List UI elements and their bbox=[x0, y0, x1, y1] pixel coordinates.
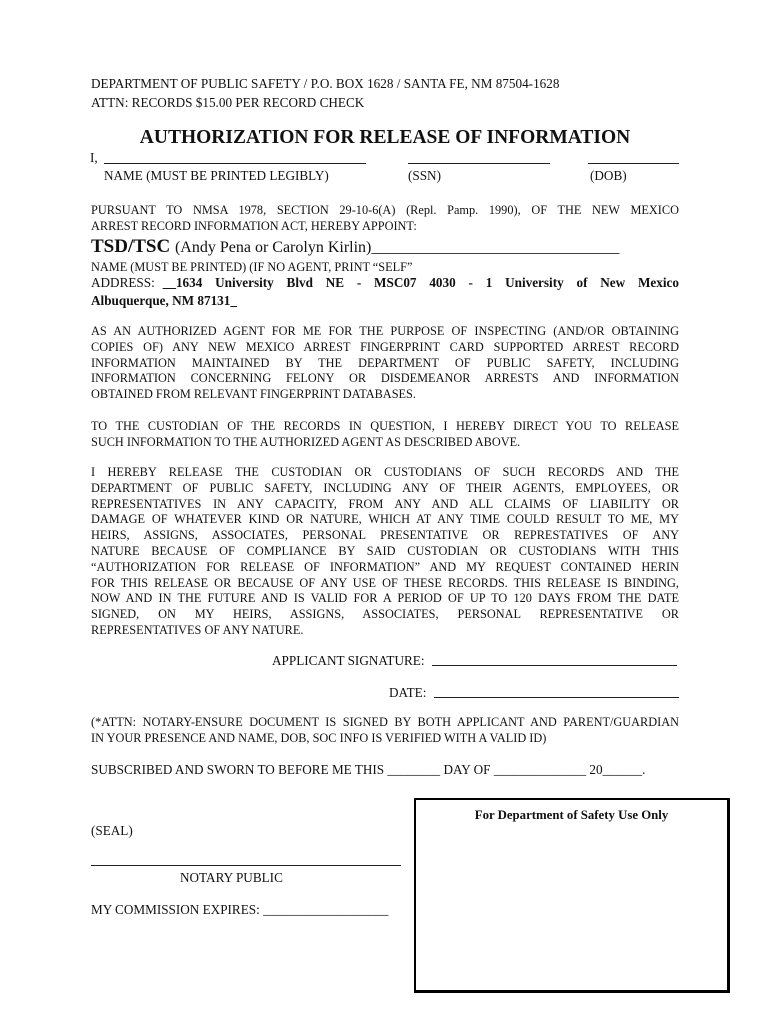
text-line: TO THE CUSTODIAN OF THE RECORDS IN QUESTION, I HEREBY DIRECT YOU TO RELEASE bbox=[91, 419, 679, 433]
commission-expires: MY COMMISSION EXPIRES: ___________________ bbox=[91, 902, 389, 917]
address-label: ADDRESS: bbox=[91, 275, 155, 290]
agent-names: (Andy Pena or Carolyn Kirlin) bbox=[174, 239, 372, 256]
text-line: NATURE BECAUSE OF COMPLIANCE BY SAID CUSTODIAN OR CUSTODIANS WITH THIS bbox=[91, 543, 679, 558]
text-line: PURSUANT TO NMSA 1978, SECTION 29-10-6(A) (Repl. Pamp. 1990), OF THE NEW MEXICO bbox=[91, 203, 679, 217]
applicant-ssn-field[interactable] bbox=[408, 163, 550, 164]
text-line: SUCH INFORMATION TO THE AUTHORIZED AGENT AS DESCRIBED ABOVE. bbox=[91, 434, 521, 449]
name-field-label: NAME (MUST BE PRINTED LEGIBLY) bbox=[104, 168, 329, 183]
text-line: HEIRS, ASSIGNS, ASSOCIATES, PERSONAL PRESENTATIVE OR REPRESTATIVES OF ANY bbox=[91, 528, 679, 543]
text-line: FOR THIS RELEASE OR BECAUSE OF ANY USE OF THESE RECORDS. THIS RELEASE IS BINDING, bbox=[91, 575, 679, 590]
form-title: AUTHORIZATION FOR RELEASE OF INFORMATION bbox=[139, 127, 631, 148]
applicant-name-field[interactable] bbox=[104, 163, 366, 164]
text-line: OBTAINED FROM RELEVANT FINGERPRINT DATABASES. bbox=[91, 387, 416, 402]
text-line: I HEREBY RELEASE THE CUSTODIAN OR CUSTODIANS OF SUCH RECORDS AND THE bbox=[91, 465, 679, 479]
text-line: REPRESENTATIVES IN ANY CAPACITY, FROM ANY AND ALL CLAIMS OF LIABILITY OR bbox=[91, 496, 679, 511]
office-use-box bbox=[414, 798, 730, 993]
sworn-statement: SUBSCRIBED AND SWORN TO BEFORE ME THIS ________ DAY OF ______________ 20______. bbox=[91, 762, 646, 777]
agent-name-label: NAME (MUST BE PRINTED) (IF NO AGENT, PRINT “SELF” bbox=[91, 260, 413, 274]
text-line: DAMAGE OF WHATEVER KIND OR NATURE, WHICH AT ANY TIME COULD RESULT TO ME, MY bbox=[91, 512, 679, 527]
agent-code: TSD/TSC bbox=[91, 236, 171, 257]
text-line: NOW AND IN THE FUTURE AND IS VALID FOR A PERIOD OF UP TO 120 DAYS FROM THE DATE bbox=[91, 591, 679, 606]
text-line: “AUTHORIZATION FOR RELEASE OF INFORMATION” AND MY REQUEST CONTAINED HERIN bbox=[91, 559, 679, 574]
text-line: IN YOUR PRESENCE AND NAME, DOB, SOC INFO IS VERIFIED WITH A VALID ID) bbox=[91, 730, 547, 745]
applicant-prefix: I, bbox=[90, 150, 98, 165]
dob-field-label: (DOB) bbox=[590, 168, 627, 183]
date-field[interactable] bbox=[434, 697, 679, 698]
applicant-dob-field[interactable] bbox=[588, 163, 679, 164]
header-address-line: DEPARTMENT OF PUBLIC SAFETY / P.O. BOX 1628 / SANTA FE, NM 87504-1628 bbox=[91, 76, 560, 91]
header-fee-line: ATTN: RECORDS $15.00 PER RECORD CHECK bbox=[91, 95, 365, 110]
text-line: INFORMATION MAINTAINED BY THE DEPARTMENT OF PUBLIC SAFETY, INCLUDING bbox=[91, 355, 679, 370]
seal-label: (SEAL) bbox=[91, 823, 133, 838]
date-label: DATE: bbox=[389, 685, 427, 700]
text-line: (*ATTN: NOTARY-ENSURE DOCUMENT IS SIGNED BY BOTH APPLICANT AND PARENT/GUARDIAN bbox=[91, 715, 679, 729]
applicant-signature-label: APPLICANT SIGNATURE: bbox=[272, 653, 425, 668]
text-line: ARREST RECORD INFORMATION ACT, HEREBY APPOINT: bbox=[91, 218, 417, 233]
ssn-field-label: (SSN) bbox=[408, 168, 441, 183]
text-line: AS AN AUTHORIZED AGENT FOR ME FOR THE PURPOSE OF INSPECTING (AND/OR OBTAINING bbox=[91, 324, 679, 338]
text-line: DEPARTMENT OF PUBLIC SAFETY, INCLUDING ANY OF THEIR AGENTS, EMPLOYEES, OR bbox=[91, 480, 679, 495]
applicant-signature-field[interactable] bbox=[432, 665, 677, 666]
agent-address bbox=[91, 275, 679, 291]
address-line-2: Albuquerque, NM 87131_ bbox=[91, 293, 237, 308]
notary-note bbox=[91, 715, 679, 747]
release-paragraph bbox=[91, 465, 679, 639]
agent-name-field[interactable] bbox=[91, 236, 619, 258]
office-use-title: For Department of Safety Use Only bbox=[474, 808, 669, 822]
notary-signature-field[interactable] bbox=[91, 865, 401, 866]
notary-public-label: NOTARY PUBLIC bbox=[180, 870, 283, 885]
text-line: INFORMATION CONCERNING FELONY OR DISDEMEANOR ARRESTS AND INFORMATION bbox=[91, 371, 679, 386]
pursuant-paragraph bbox=[91, 203, 679, 235]
custodian-paragraph bbox=[91, 419, 679, 451]
agent-name-blank: _______________________________ bbox=[371, 239, 620, 256]
text-line: REPRESENTATIVES OF ANY NATURE. bbox=[91, 622, 304, 637]
text-line: SIGNED, ON MY HEIRS, ASSIGNS, ASSOCIATES, PERSONAL REPRESENTATIVE OR bbox=[91, 607, 679, 622]
text-line: COPIES OF) ANY NEW MEXICO ARREST FINGERPRINT CARD SUPPORTED ARREST RECORD bbox=[91, 339, 679, 354]
agent-purpose-paragraph bbox=[91, 324, 679, 403]
address-line-1: __1634 University Blvd NE - MSC07 4030 - 1 University of New Mexico bbox=[162, 275, 679, 290]
